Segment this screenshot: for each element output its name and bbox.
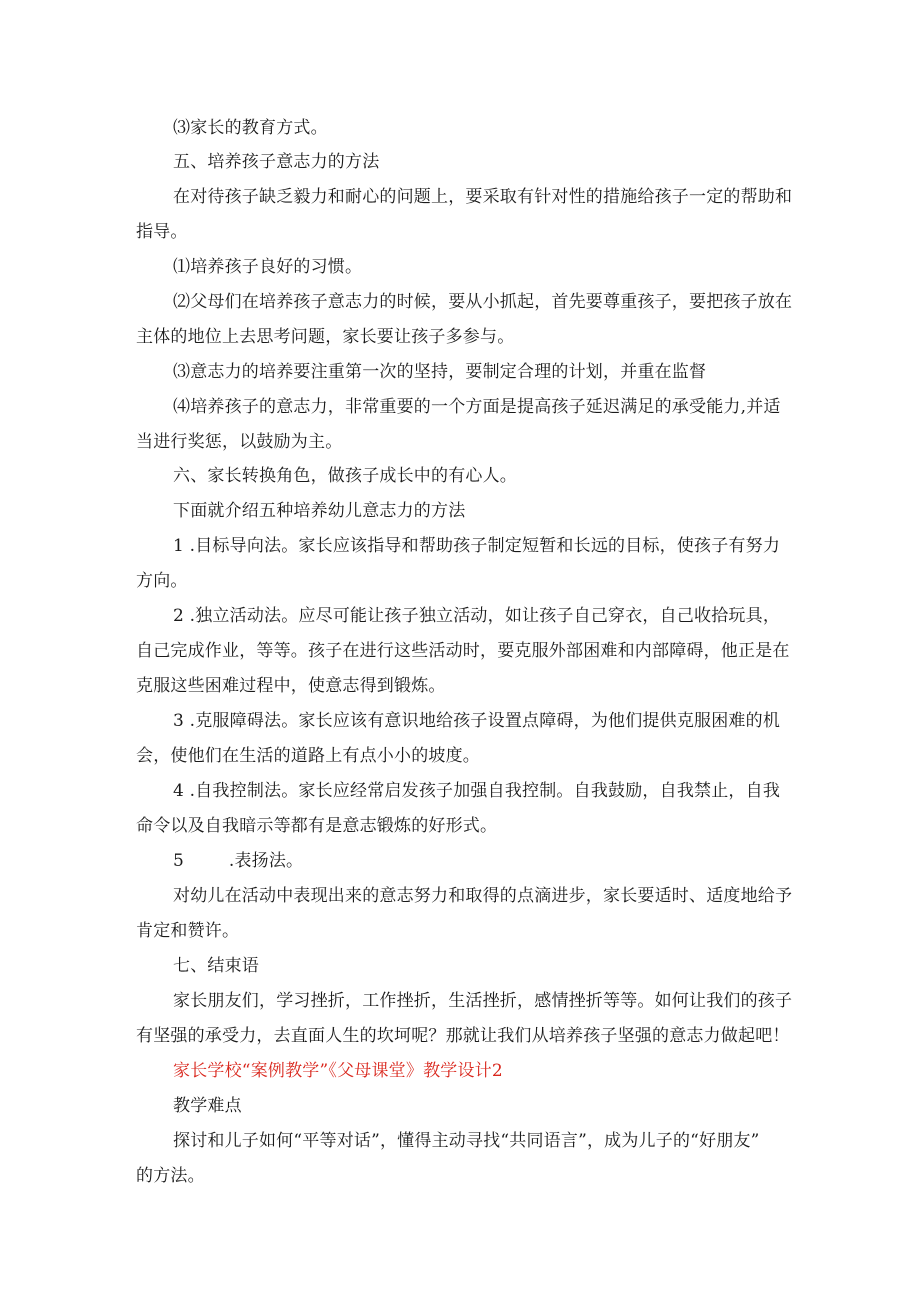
- text-line: 自己完成作业，等等。孩子在进行这些活动时，要克服外部困难和内部障碍，他正是在: [136, 641, 790, 661]
- text-line: 主体的地位上去思考问题，家长要让孩子多参与。: [136, 327, 515, 347]
- text-line: 指导。: [136, 222, 188, 242]
- text-line: 会，使他们在生活的道路上有点小小的坡度。: [136, 746, 480, 766]
- list-item: 5 .表扬法。: [173, 851, 304, 871]
- section-heading: 七、结束语: [173, 956, 259, 976]
- text-line: ⑷培养孩子的意志力，非常重要的一个方面是提高孩子延迟满足的承受能力,并适: [173, 397, 781, 417]
- text-line: 克服这些困难过程中，使意志得到锻炼。: [136, 676, 446, 696]
- text-line: 肯定和赞许。: [136, 921, 240, 941]
- text-line: ⑴培养孩子良好的习惯。: [173, 257, 363, 277]
- text-line: 命令以及自我暗示等都有是意志锻炼的好形式。: [136, 816, 498, 836]
- text-line: 下面就介绍五种培养幼儿意志力的方法: [173, 501, 466, 521]
- text-line: 对幼儿在活动中表现出来的意志努力和取得的点滴进步，家长要适时、适度地给予: [173, 886, 793, 906]
- list-item: 1 .目标导向法。家长应该指导和帮助孩子制定短暂和长远的目标，使孩子有努力: [173, 536, 781, 556]
- list-item: 3 .克服障碍法。家长应该有意识地给孩子设置点障碍，为他们提供克服困难的机: [173, 711, 781, 731]
- list-item: 4 .自我控制法。家长应经常启发孩子加强自我控制。自我鼓励，自我禁止，自我: [173, 781, 781, 801]
- document-title: 家长学校“案例教学”《父母课堂》教学设计2: [173, 1061, 503, 1081]
- list-item: 2 .独立活动法。应尽可能让孩子独立活动，如让孩子自己穿衣，自己收拾玩具，: [173, 606, 781, 626]
- text-line: 的方法。: [136, 1166, 205, 1186]
- text-line: ⑶意志力的培养要注重第一次的坚持，要制定合理的计划，并重在监督: [173, 362, 707, 382]
- text-line: 当进行奖惩，以鼓励为主。: [136, 432, 343, 452]
- section-heading: 教学难点: [173, 1096, 242, 1116]
- section-heading: 六、家长转换角色，做孩子成长中的有心人。: [173, 466, 517, 486]
- text-line: 有坚强的承受力，去直面人生的坎坷呢？那就让我们从培养孩子坚强的意志力做起吧！: [136, 1026, 790, 1046]
- text-line: 方向。: [136, 571, 188, 591]
- text-line: 在对待孩子缺乏毅力和耐心的问题上，要采取有针对性的措施给孩子一定的帮助和: [173, 187, 793, 207]
- text-line: ⑶家长的教育方式。: [173, 118, 328, 138]
- text-line: 家长朋友们，学习挫折，工作挫折，生活挫折，感情挫折等等。如何让我们的孩子: [173, 991, 793, 1011]
- text-line: ⑵父母们在培养孩子意志力的时候，要从小抓起，首先要尊重孩子，要把孩子放在: [173, 292, 793, 312]
- text-line: 探讨和儿子如何“平等对话”，懂得主动寻找“共同语言”，成为儿子的“好朋友”: [173, 1131, 760, 1151]
- section-heading: 五、培养孩子意志力的方法: [173, 152, 380, 172]
